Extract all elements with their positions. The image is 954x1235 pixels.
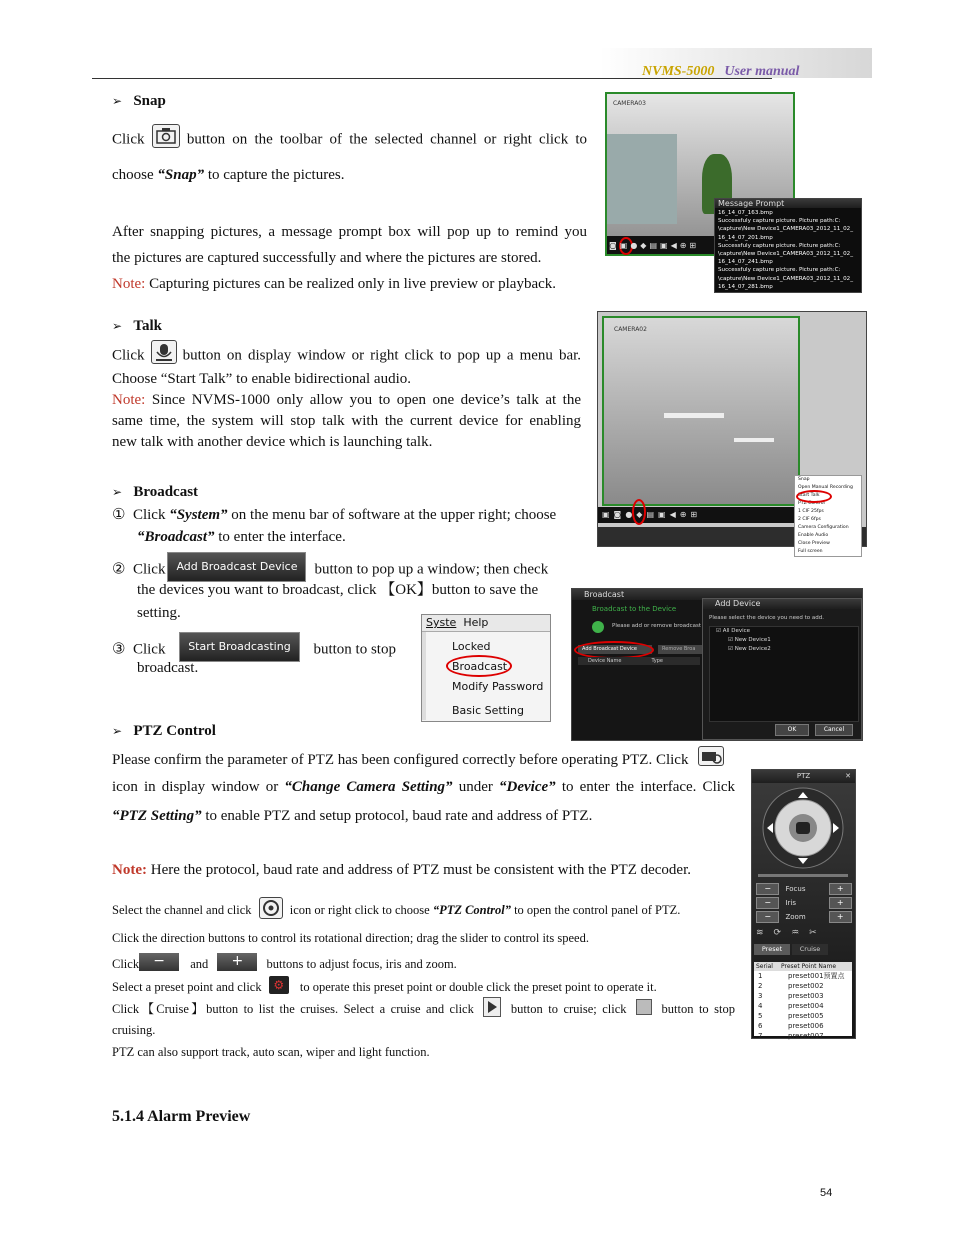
close-icon[interactable]: ✕ <box>845 772 851 780</box>
ptz-item-6: PTZ can also support track, auto scan, wiper and light function. <box>112 1045 430 1059</box>
ptz-lens-label: Focus <box>785 885 806 893</box>
context-menu-item[interactable]: PTZ Control <box>798 501 825 506</box>
stop-icon <box>636 999 652 1015</box>
ptz-para-3: “PTZ Setting” to enable PTZ and setup protocol, baud rate and address of PTZ. <box>112 808 593 824</box>
snap-note: Note: Capturing pictures can be realized only in live preview or playback. <box>112 276 557 292</box>
ptz-lens-row <box>756 882 852 896</box>
talk-toolbar <box>598 507 796 523</box>
ptz-icon <box>259 897 283 919</box>
bullet-arrow-icon: ➢ <box>112 319 123 333</box>
plus-button[interactable]: + <box>829 883 852 895</box>
broadcast-step-3: ③ Click Start Broadcasting button to stop <box>112 635 412 665</box>
ceiling-light <box>734 438 774 442</box>
broadcast-step-1b: “Broadcast” to enter the interface. <box>137 529 346 545</box>
toolbar-icons: ▣◙●◆▤▣◀⊕⊞ <box>602 510 702 519</box>
context-menu-item[interactable]: Camera Configuration <box>798 525 849 530</box>
ptz-panel-screenshot <box>751 769 856 1039</box>
message-line: Successfuly capture picture. Picture path:C: <box>718 218 841 225</box>
ptz-lens-row <box>756 910 852 924</box>
message-line: 16_14_07_281.bmp <box>718 283 773 290</box>
tree-all-device[interactable]: ☑ All Device <box>716 628 751 634</box>
preset-row[interactable]: 4 preset004 <box>758 1002 824 1010</box>
snap-para-1b: choose “Snap” to capture the pictures. <box>112 167 345 183</box>
ptz-function-icons: ≋⟳♒✂ <box>756 928 827 938</box>
menu-bar <box>422 615 550 632</box>
broadcast-step-3b: broadcast. <box>137 660 199 676</box>
context-menu-item[interactable]: Start Talk <box>798 493 820 498</box>
preset-list-header: Serial Preset Point Name <box>754 962 852 971</box>
page-number: 54 <box>820 1187 833 1199</box>
tab-preset[interactable]: Preset <box>754 944 790 955</box>
microphone-icon <box>151 340 177 364</box>
message-prompt <box>714 198 862 293</box>
ptz-lens-label: Iris <box>785 899 797 907</box>
section-title: 5.1.4 Alarm Preview <box>112 1108 251 1125</box>
message-lines <box>715 208 861 292</box>
plus-button[interactable]: + <box>829 911 852 923</box>
ptz-para-2: icon in display window or “Change Camera Setting” under “Device” to enter the interface. Click <box>112 779 736 795</box>
message-line: 16_14_07_201.bmp <box>718 234 773 241</box>
system-menu <box>452 637 543 721</box>
context-menu-item[interactable]: Enable Audio <box>798 533 829 538</box>
snap-heading: ➢ Snap <box>112 93 166 109</box>
broadcast-heading-text: Broadcast to the Device <box>592 605 677 613</box>
ptz-item-5: Click【Cruise】button to list the cruises. Select a cruise and click button to cruise; click button to stop <box>112 1000 735 1020</box>
snap-para-2b: the pictures are captured successfully and where the pictures are stored. <box>112 250 542 266</box>
system-menu-screenshot <box>421 614 551 722</box>
message-line: \capture\New Device1_CAMERA03_2012_11_02_ <box>718 251 854 258</box>
minus-button[interactable]: − <box>756 911 779 923</box>
ptz-item-2: Click the direction buttons to control its rotational direction; drag the slider to control its speed. <box>112 931 589 945</box>
broadcast-info-icon <box>592 621 604 633</box>
talk-para-1b: Choose “Start Talk” to enable bidirectional audio. <box>112 371 412 387</box>
ptz-item-5b: cruising. <box>112 1023 156 1037</box>
context-menu-item[interactable]: Open Manual Recording <box>798 485 853 490</box>
camera-label: CAMERA03 <box>613 100 646 107</box>
menu-item-modify-password[interactable]: Modify Password <box>452 680 544 693</box>
bullet-arrow-icon: ➢ <box>112 724 123 738</box>
speed-slider[interactable] <box>758 874 848 877</box>
context-menu-item[interactable]: Full screen <box>798 549 823 554</box>
bullet-arrow-icon: ➢ <box>112 94 123 108</box>
preset-list <box>754 962 852 1040</box>
highlight-circle <box>632 499 646 525</box>
broadcast-step-2b: the devices you want to broadcast, click 【OK】button to save the <box>137 582 539 598</box>
camera-snap-icon <box>152 124 180 148</box>
bc-remove-button[interactable]: Remove Broa <box>658 645 702 654</box>
message-line: 16_14_07_241.bmp <box>718 259 773 266</box>
tree-device-2[interactable]: ☑ New Device2 <box>728 646 771 652</box>
window-pane <box>607 134 677 224</box>
broadcast-heading: ➢ Broadcast <box>112 484 199 500</box>
ptz-heading: ➢ PTZ Control <box>112 723 216 739</box>
toolbar-icons: ◙▣●◆▤▣◀⊕⊞ <box>609 241 700 250</box>
highlight-circle <box>796 490 832 503</box>
header-title: NVMS-5000 User manual <box>642 64 800 79</box>
ptz-direction-pad[interactable] <box>761 786 845 870</box>
preset-row[interactable]: 5 preset005 <box>758 1012 824 1020</box>
minus-button[interactable]: − <box>756 897 779 909</box>
add-device-hint: Please select the device you need to add. <box>709 615 824 621</box>
talk-note-1: Note: Since NVMS-1000 only allow you to open one device’s talk at the <box>112 392 582 408</box>
preset-row[interactable]: 2 preset002 <box>758 982 824 990</box>
menu-item-locked[interactable]: Locked <box>452 640 491 653</box>
talk-heading: ➢ Talk <box>112 318 162 334</box>
ptz-para-1: Please confirm the parameter of PTZ has been configured correctly before operating PTZ. Click <box>112 749 724 771</box>
context-menu-item[interactable]: Snap <box>798 477 810 482</box>
snap-para-1: Click button on the toolbar of the selected channel or right click to <box>112 128 587 152</box>
message-line: Successfuly capture picture. Picture path:C: <box>718 267 841 274</box>
ptz-item-1: Select the channel and click icon or right click to choose “PTZ Control” to open the control panel of PTZ. <box>112 900 680 922</box>
ptz-lens-label: Zoom <box>785 913 806 921</box>
ptz-item-4: Select a preset point and click ⚙ to operate this preset point or double click the preset point to operate it. <box>112 978 657 994</box>
snap-para-2a: After snapping pictures, a message prompt box will pop up to remind you <box>112 224 587 240</box>
bc-add-button[interactable]: Add Broadcast Device <box>578 645 652 654</box>
ceiling-light <box>664 413 724 418</box>
broadcast-window-screenshot <box>571 588 863 741</box>
menu-help[interactable]: Help <box>463 616 489 629</box>
menu-system[interactable]: Syste <box>426 616 457 629</box>
start-broadcasting-button[interactable]: Start Broadcasting <box>179 632 300 662</box>
play-icon <box>483 997 501 1017</box>
ptz-title-bar: PTZ ✕ <box>752 770 855 783</box>
ptz-note: Note: Here the protocol, baud rate and address of PTZ must be consistent with the PTZ decoder. <box>112 862 692 878</box>
minus-button[interactable]: − <box>756 883 779 895</box>
talk-screenshot <box>597 311 867 554</box>
device-tree <box>709 626 859 722</box>
highlight-circle <box>446 655 512 677</box>
context-menu-item[interactable]: 2 CIF 6fps <box>798 517 821 522</box>
add-broadcast-device-button[interactable]: Add Broadcast Device <box>167 552 306 582</box>
preset-row[interactable]: 6 preset006 <box>758 1022 824 1030</box>
menu-gutter <box>422 632 426 720</box>
talk-note-2: same time, the system will stop talk with the current device for enabling <box>112 413 581 429</box>
talk-note-3: new talk with another device which is launching talk. <box>112 434 433 450</box>
context-menu-item[interactable]: Close Preview <box>798 541 830 546</box>
message-line: \capture\New Device1_CAMERA03_2012_11_02_ <box>718 275 854 282</box>
bullet-arrow-icon: ➢ <box>112 485 123 499</box>
ptz-lens-row <box>756 896 852 910</box>
ptz-item-3: Click − and + buttons to adjust focus, iris and zoom. <box>112 953 457 971</box>
tab-cruise[interactable]: Cruise <box>792 944 828 955</box>
broadcast-step-2: ② Click Add Broadcast Device button to pop up a window; then check <box>112 555 587 585</box>
preset-row[interactable]: 7 preset007 <box>758 1032 824 1040</box>
broadcast-step-2c: setting. <box>137 605 181 621</box>
broadcast-hint: Please add or remove broadcast <box>612 623 701 629</box>
cancel-button[interactable]: Cancel <box>815 724 853 736</box>
tree-device-1[interactable]: ☑ New Device1 <box>728 637 771 643</box>
ptz-lens-controls <box>756 882 852 924</box>
context-menu-item[interactable]: 1 CIF 25fps <box>798 509 824 514</box>
menu-item-broadcast[interactable]: Broadcast <box>452 660 508 673</box>
broadcast-step-1: ① Click “System” on the menu bar of software at the upper right; choose <box>112 507 557 523</box>
minus-icon: − <box>139 953 179 971</box>
message-line: 16_14_07_163.bmp <box>718 210 773 216</box>
preset-row[interactable]: 1 preset001预置点 <box>758 972 845 980</box>
talk-context-menu <box>794 475 862 557</box>
preset-rows <box>754 971 852 1041</box>
add-device-title: Add Device <box>703 599 861 609</box>
preset-row[interactable]: 3 preset003 <box>758 992 824 1000</box>
bc-table-header: Device Name Type <box>578 657 700 665</box>
message-line: \capture\New Device1_CAMERA03_2012_11_02_ <box>718 226 854 233</box>
talk-camera-view <box>602 316 800 506</box>
camera-setting-icon <box>698 746 724 766</box>
ok-button[interactable]: OK <box>775 724 809 736</box>
plus-icon: + <box>217 953 257 971</box>
talk-para-1: Click button on display window or right click to pop up a menu bar. <box>112 344 581 368</box>
message-prompt-title: Message Prompt <box>715 199 861 208</box>
broadcast-window-title: Broadcast <box>572 589 862 600</box>
add-device-dialog <box>702 598 862 740</box>
plus-button[interactable]: + <box>829 897 852 909</box>
call-preset-icon: ⚙ <box>269 976 289 994</box>
camera-label: CAMERA02 <box>614 326 647 333</box>
ptz-tabs <box>754 944 828 955</box>
message-line: Successfuly capture picture. Picture path:C: <box>718 242 841 249</box>
menu-item-basic-setting[interactable]: Basic Setting <box>452 704 525 717</box>
